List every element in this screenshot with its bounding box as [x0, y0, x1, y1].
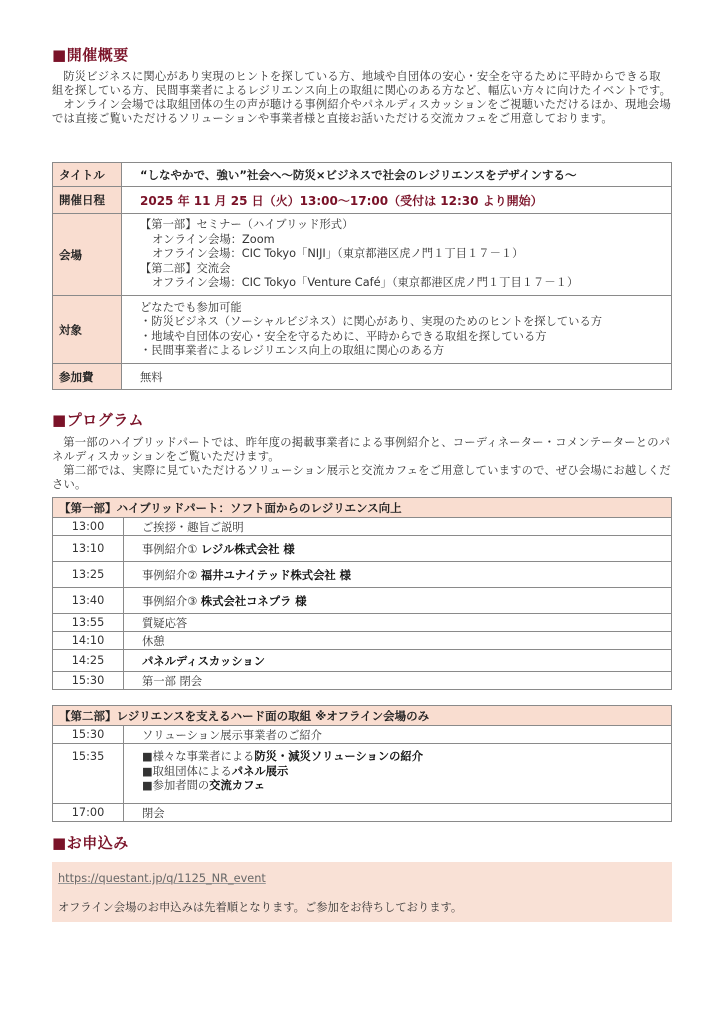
title-value: “しなやかで、強い”社会へ～防災×ビジネスで社会のレジリエンスをデザインする～ [122, 163, 672, 187]
schedule-time: 13:40 [53, 588, 124, 614]
part2-header-row [53, 706, 672, 726]
overview-paragraph: 防災ビジネスに関心があり実現のヒントを探している方、地域や自団体の安心・安全を守るために平時からできる取組を探している方、民間事業者によるレジリエンス向上の取組に関心のある方など、幅広い方々に向けたイベントです。 [52, 70, 672, 97]
target-row [53, 296, 672, 364]
item-text: 事例紹介② [142, 568, 201, 582]
schedule-item [124, 562, 672, 588]
schedule-row [53, 632, 672, 650]
schedule-row [53, 562, 672, 588]
schedule-time: 14:25 [53, 650, 124, 672]
item-bold-text: 福井ユナイテッド株式会社 様 [200, 568, 351, 582]
target-line: どなたでも参加可能 [140, 300, 242, 314]
title-row [53, 163, 672, 187]
schedule-time: 15:35 [53, 744, 124, 804]
part1-header: 【第一部】ハイブリッドパート：ソフト面からのレジリエンス向上 [53, 498, 672, 518]
schedule-row [53, 518, 672, 536]
schedule-item [124, 744, 672, 804]
apply-note: オフライン会場のお申込みは先着順となります。ご参加をお待ちしております。 [58, 901, 463, 914]
schedule-item [124, 536, 672, 562]
apply-box [52, 862, 672, 922]
part2-header: 【第二部】レジリエンスを支えるハード面の取組 ※オフライン会場のみ [53, 706, 672, 726]
venue-line: オフライン会場：CIC Tokyo「NIJI」（東京都港区虎ノ門１丁目１７－１） [152, 247, 524, 261]
item-bold-text: パネル展示 [231, 764, 289, 778]
square-bullet-icon: ■ [52, 411, 67, 429]
target-line: ・民間事業者によるレジリエンス向上の取組に関心のある方 [140, 344, 445, 357]
item-text: ■参加者間の [142, 779, 210, 792]
fee-label: 参加費 [53, 364, 122, 390]
schedule-time: 13:25 [53, 562, 124, 588]
item-line [142, 765, 671, 780]
item-text: ■取組団体による [142, 764, 232, 778]
schedule-item [124, 614, 672, 632]
schedule-time: 13:55 [53, 614, 124, 632]
schedule-item [124, 672, 672, 690]
title-label: タイトル [53, 163, 122, 187]
overview-heading-text: 開催概要 [66, 46, 129, 64]
overview-intro [52, 70, 672, 126]
schedule-row [53, 536, 672, 562]
overview-paragraph: オンライン会場では取組団体の生の声が聴ける事例紹介やパネルディスカッションをご視聴いただけるほか、現地会場では直接ご覧いただけるソリューションや事業者様と直接お話いただける交流カフェをご用意しております。 [52, 98, 672, 125]
schedule-item [124, 804, 672, 822]
schedule-item [124, 726, 672, 744]
schedule-time: 13:10 [53, 536, 124, 562]
schedule-row [53, 588, 672, 614]
schedule-row [53, 726, 672, 744]
venue-label: 会場 [53, 214, 122, 296]
venue-line: オフライン会場：CIC Tokyo「Venture Café」（東京都港区虎ノ門１丁目１７－１） [152, 276, 579, 290]
schedule-time: 17:00 [53, 804, 124, 822]
apply-url-link[interactable]: https://questant.jp/q/1125_NR_event [58, 872, 266, 885]
apply-heading [52, 832, 129, 853]
schedule-row [53, 650, 672, 672]
program-heading [52, 409, 144, 430]
item-line [142, 779, 671, 794]
item-bold-text: パネルディスカッション [142, 654, 266, 668]
apply-heading-text: お申込み [66, 834, 129, 852]
part1-table [52, 497, 672, 690]
item-text: 休憩 [142, 634, 165, 648]
item-text: ■様々な事業者による [142, 750, 255, 763]
target-label: 対象 [53, 296, 122, 364]
schedule-item [124, 650, 672, 672]
venue-line: オンライン会場：Zoom [152, 232, 275, 246]
schedule-item [124, 632, 672, 650]
overview-table [52, 162, 672, 390]
part2-table [52, 705, 672, 822]
target-line: ・地域や自団体の安心・安全を守るために、平時からできる取組を探している方 [140, 329, 547, 343]
program-intro [52, 436, 672, 492]
item-text: ご挨拶・趣旨ご説明 [142, 520, 244, 534]
venue-line: 【第一部】セミナー（ハイブリッド形式） [140, 218, 354, 232]
item-bold-text: 防災・減災ソリューションの紹介 [254, 750, 424, 763]
item-text: 事例紹介① [142, 542, 201, 556]
item-bold-text: 交流カフェ [209, 779, 266, 792]
item-bold-text: レジル株式会社 様 [200, 542, 295, 556]
schedule-time: 15:30 [53, 726, 124, 744]
program-paragraph: 第二部では、実際に見ていただけるソリューション展示と交流カフェをご用意していますので、ぜひ会場にお越しください。 [52, 464, 671, 491]
square-bullet-icon: ■ [52, 46, 67, 64]
date-row [53, 187, 672, 214]
item-text: 第一部 閉会 [142, 674, 203, 688]
schedule-row [53, 672, 672, 690]
item-text: 閉会 [142, 806, 165, 820]
fee-value: 無料 [122, 364, 672, 390]
overview-heading [52, 44, 129, 65]
part1-header-row [53, 498, 672, 518]
schedule-item [124, 588, 672, 614]
venue-row [53, 214, 672, 296]
item-line [142, 750, 671, 765]
item-bold-text: 株式会社コネプラ 様 [200, 594, 307, 608]
schedule-row [53, 614, 672, 632]
schedule-time: 13:00 [53, 518, 124, 536]
schedule-time: 15:30 [53, 672, 124, 690]
item-text: ソリューション展示事業者のご紹介 [142, 728, 322, 742]
date-value: 2025 年 11 月 25 日（火）13:00～17:00（受付は 12:30 より開始） [122, 187, 672, 214]
item-text: 質疑応答 [142, 616, 188, 630]
item-text: 事例紹介③ [142, 594, 201, 608]
fee-row [53, 364, 672, 390]
schedule-time: 14:10 [53, 632, 124, 650]
square-bullet-icon: ■ [52, 834, 67, 852]
program-paragraph: 第一部のハイブリッドパートでは、昨年度の掲載事業者による事例紹介と、コーディネーター・コメンテーターとのパネルディスカッションをご覧いただけます。 [52, 436, 671, 463]
program-heading-text: プログラム [66, 411, 145, 429]
date-label: 開催日程 [53, 187, 122, 214]
venue-line: 【第二部】交流会 [140, 261, 231, 275]
target-value [122, 296, 672, 364]
target-line: ・防災ビジネス（ソーシャルビジネス）に関心があり、実現のためのヒントを探している方 [140, 315, 603, 328]
venue-value [122, 214, 672, 296]
schedule-row [53, 744, 672, 804]
schedule-row [53, 804, 672, 822]
schedule-item [124, 518, 672, 536]
